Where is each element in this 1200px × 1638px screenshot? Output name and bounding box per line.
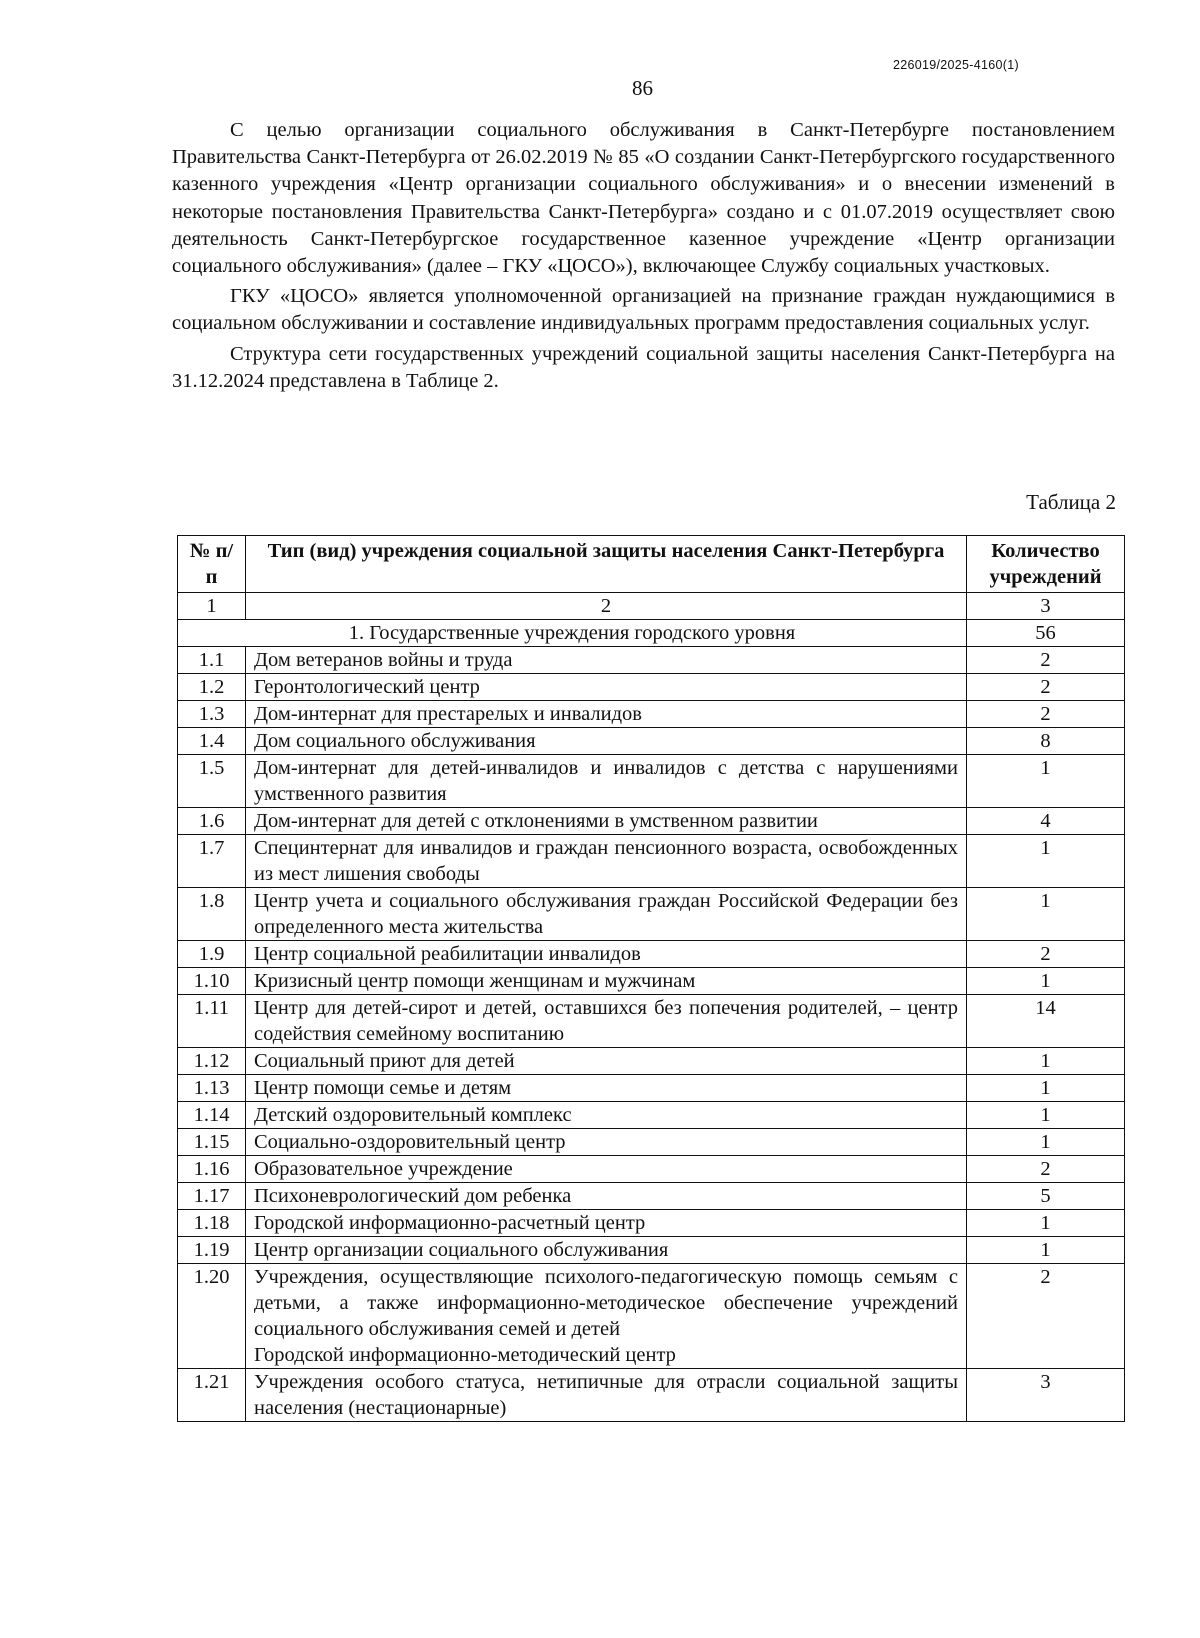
row-number: 1.11 (178, 995, 246, 1048)
row-number: 1.6 (178, 808, 246, 835)
row-number: 1.18 (178, 1210, 246, 1237)
row-count: 4 (967, 808, 1125, 835)
row-institution-type (246, 728, 967, 755)
row-institution-type (246, 1264, 967, 1369)
institution-type-text: Центр для детей-сирот и детей, оставшихся без попечения родителей, – центр содействия семейному воспитанию (254, 997, 958, 1045)
table-row (178, 1264, 1125, 1369)
section-count: 56 (967, 620, 1125, 647)
row-number: 1.10 (178, 968, 246, 995)
row-count: 1 (967, 1075, 1125, 1102)
row-count: 1 (967, 968, 1125, 995)
institution-type-text: Образовательное учреждение (254, 1158, 513, 1180)
row-count: 2 (967, 1264, 1125, 1369)
row-number: 1.2 (178, 674, 246, 701)
table-row (178, 728, 1125, 755)
section-title: 1. Государственные учреждения городского уровня (178, 620, 967, 647)
row-institution-type (246, 995, 967, 1048)
institutions-table (177, 535, 1125, 1422)
row-institution-type (246, 674, 967, 701)
table-row (178, 808, 1125, 835)
institution-type-text: Учреждения, осуществляющие психолого-педагогическую помощь семьям с детьми, а также информационно-методическое обеспечение учреждений социального обслуживания семей и детей (254, 1266, 958, 1340)
row-institution-type (246, 1048, 967, 1075)
institution-type-text: Кризисный центр помощи женщинам и мужчинам (254, 970, 696, 992)
row-count: 1 (967, 888, 1125, 941)
institution-type-text: Дом социального обслуживания (254, 730, 536, 752)
row-institution-type (246, 1237, 967, 1264)
row-institution-type (246, 1129, 967, 1156)
row-number: 1.14 (178, 1102, 246, 1129)
table-row (178, 1369, 1125, 1422)
row-institution-type (246, 1156, 967, 1183)
header-count: Количество учреждений (967, 536, 1125, 593)
column-index: 1 (178, 593, 246, 620)
institution-type-text: Дом-интернат для престарелых и инвалидов (254, 703, 642, 725)
table-row (178, 1048, 1125, 1075)
row-count: 1 (967, 755, 1125, 808)
row-institution-type (246, 888, 967, 941)
document-registration-number: 226019/2025-4160(1) (893, 58, 1019, 72)
row-number: 1.8 (178, 888, 246, 941)
institution-type-text: Психоневрологический дом ребенка (254, 1185, 572, 1207)
body-text (172, 117, 1115, 395)
row-count: 8 (967, 728, 1125, 755)
table-row (178, 835, 1125, 888)
institution-type-text: Центр учета и социального обслуживания граждан Российской Федерации без определенного места жительства (254, 890, 958, 938)
institution-subtype-text: Городской информационно-методический центр (254, 1344, 676, 1366)
institution-type-text: Центр организации социального обслуживания (254, 1239, 669, 1261)
row-institution-type (246, 1102, 967, 1129)
table-row (178, 701, 1125, 728)
institution-type-text: Геронтологический центр (254, 676, 480, 698)
row-number: 1.12 (178, 1048, 246, 1075)
institution-type-text: Социально-оздоровительный центр (254, 1131, 566, 1153)
institution-type-text: Центр помощи семье и детям (254, 1077, 512, 1099)
table-row (178, 1075, 1125, 1102)
header-type: Тип (вид) учреждения социальной защиты населения Санкт-Петербурга (246, 536, 967, 593)
page-number: 86 (632, 76, 653, 100)
row-count: 5 (967, 1183, 1125, 1210)
table-row (178, 1102, 1125, 1129)
table-row (178, 1129, 1125, 1156)
institution-type-text: Дом-интернат для детей-инвалидов и инвалидов с детства с нарушениями умственного развития (254, 757, 958, 805)
institution-type-text: Городской информационно-расчетный центр (254, 1212, 646, 1234)
institution-type-text: Дом-интернат для детей с отклонениями в умственном развитии (254, 810, 818, 832)
institution-type-text: Дом ветеранов войны и труда (254, 649, 513, 671)
row-institution-type (246, 941, 967, 968)
row-count: 1 (967, 1237, 1125, 1264)
row-number: 1.5 (178, 755, 246, 808)
row-number: 1.15 (178, 1129, 246, 1156)
row-institution-type (246, 808, 967, 835)
table-row (178, 647, 1125, 674)
row-number: 1.7 (178, 835, 246, 888)
row-number: 1.1 (178, 647, 246, 674)
row-institution-type (246, 1183, 967, 1210)
column-index-row (178, 593, 1125, 620)
column-index: 3 (967, 593, 1125, 620)
column-index: 2 (246, 593, 967, 620)
row-count: 2 (967, 701, 1125, 728)
row-count: 14 (967, 995, 1125, 1048)
row-number: 1.20 (178, 1264, 246, 1369)
table-row (178, 888, 1125, 941)
paragraph-2: ГКУ «ЦОСО» является уполномоченной организацией на признание граждан нуждающимися в социальном обслуживании и составление индивидуальных программ предоставления социальных услуг. (172, 285, 1115, 335)
table-row (178, 941, 1125, 968)
row-count: 1 (967, 1210, 1125, 1237)
table-row (178, 674, 1125, 701)
row-institution-type (246, 835, 967, 888)
row-institution-type (246, 1369, 967, 1422)
institution-type-text: Социальный приют для детей (254, 1050, 515, 1072)
paragraph-1: С целью организации социального обслуживания в Санкт-Петербурге постановлением Правительства Санкт-Петербурга от 26.02.2019 № 85 «О создании Санкт-Петербургского государственного казенного учреждения «Центр организации социального обслуживания» и о внесении изменений в некоторые постановления Правительства Санкт-Петербурга» создано и с 01.07.2019 осуществляет свою деятельность Санкт-Петербургское государственное казенное учреждение «Центр организации социального обслуживания» (далее – ГКУ «ЦОСО»), включающее Службу социальных участковых. (172, 119, 1115, 278)
row-count: 1 (967, 1048, 1125, 1075)
table-row (178, 1183, 1125, 1210)
row-count: 1 (967, 1129, 1125, 1156)
table-caption: Таблица 2 (1026, 490, 1116, 514)
header-num: № п/п (178, 536, 246, 593)
row-count: 1 (967, 835, 1125, 888)
table-row (178, 995, 1125, 1048)
row-count: 2 (967, 647, 1125, 674)
institution-type-text: Детский оздоровительный комплекс (254, 1104, 572, 1126)
table-row (178, 1210, 1125, 1237)
row-number: 1.16 (178, 1156, 246, 1183)
row-number: 1.19 (178, 1237, 246, 1264)
institution-type-text: Учреждения особого статуса, нетипичные для отрасли социальной защиты населения (нестационарные) (254, 1371, 958, 1419)
paragraph-3: Структура сети государственных учреждений социальной защиты населения Санкт-Петербурга на 31.12.2024 представлена в Таблице 2. (172, 342, 1115, 392)
row-count: 3 (967, 1369, 1125, 1422)
row-institution-type (246, 755, 967, 808)
row-number: 1.21 (178, 1369, 246, 1422)
row-institution-type (246, 1075, 967, 1102)
row-count: 1 (967, 1102, 1125, 1129)
table-row (178, 1237, 1125, 1264)
row-number: 1.4 (178, 728, 246, 755)
row-institution-type (246, 647, 967, 674)
row-number: 1.9 (178, 941, 246, 968)
row-institution-type (246, 968, 967, 995)
institution-type-text: Центр социальной реабилитации инвалидов (254, 943, 641, 965)
table-row (178, 1156, 1125, 1183)
table-row (178, 755, 1125, 808)
institution-type-text: Специнтернат для инвалидов и граждан пенсионного возраста, освобожденных из мест лишения свободы (254, 837, 958, 885)
table-row (178, 968, 1125, 995)
section-row (178, 620, 1125, 647)
row-number: 1.3 (178, 701, 246, 728)
row-number: 1.13 (178, 1075, 246, 1102)
row-institution-type (246, 701, 967, 728)
row-count: 2 (967, 1156, 1125, 1183)
row-count: 2 (967, 674, 1125, 701)
row-count: 2 (967, 941, 1125, 968)
row-number: 1.17 (178, 1183, 246, 1210)
table-header-row (178, 536, 1125, 593)
row-institution-type (246, 1210, 967, 1237)
